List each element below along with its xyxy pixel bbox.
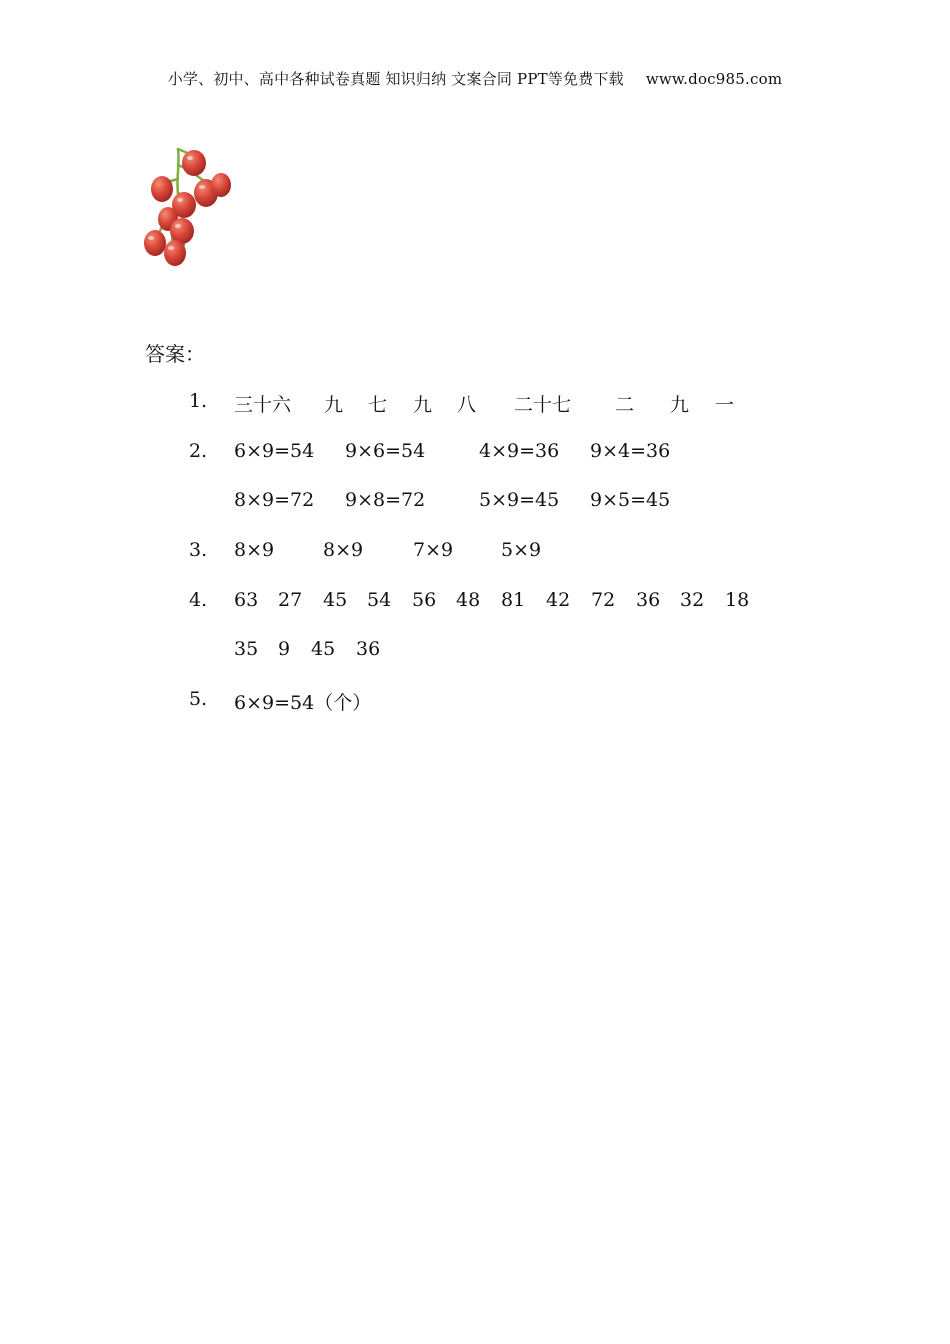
answer-title: 答案： <box>145 342 205 366</box>
question-number: 4. <box>189 589 208 611</box>
answer-item: 9×8=72 <box>345 489 426 511</box>
answer-item: 42 <box>546 589 571 611</box>
header-site: www.doc985.com <box>645 70 783 88</box>
answer-item: 6×9=54（个） <box>234 692 372 714</box>
answer-item: 7×9 <box>413 539 454 561</box>
answer-item: 36 <box>636 589 661 611</box>
cherry-tomato-bunch-icon <box>138 145 238 273</box>
question-number: 3. <box>189 539 208 561</box>
answer-item: 81 <box>501 589 526 611</box>
answer-item: 35 <box>234 638 259 660</box>
answer-item: 56 <box>412 589 437 611</box>
answer-item: 三十六 <box>234 394 292 416</box>
answer-item: 8×9=72 <box>234 489 315 511</box>
answer-item: 七 <box>368 394 388 416</box>
question-number: 2. <box>189 440 208 462</box>
answer-item: 9×4=36 <box>590 440 671 462</box>
answer-item: 63 <box>234 589 259 611</box>
page-header <box>0 68 950 89</box>
answer-item: 72 <box>591 589 616 611</box>
answer-item: 八 <box>457 394 477 416</box>
answer-item: 45 <box>311 638 336 660</box>
answer-item: 8×9 <box>234 539 275 561</box>
answer-item: 9×6=54 <box>345 440 426 462</box>
answer-item: 9×5=45 <box>590 489 671 511</box>
answer-item: 6×9=54 <box>234 440 315 462</box>
question-number: 1. <box>189 390 208 412</box>
answer-item: 二 <box>615 394 635 416</box>
answer-item: 32 <box>680 589 705 611</box>
answer-item: 九 <box>670 394 690 416</box>
answer-item: 8×9 <box>323 539 364 561</box>
answer-item: 45 <box>323 589 348 611</box>
answer-item: 18 <box>725 589 750 611</box>
answer-item: 一 <box>715 394 735 416</box>
answer-item: 5×9 <box>501 539 542 561</box>
answer-item: 5×9=45 <box>479 489 560 511</box>
answer-item: 4×9=36 <box>479 440 560 462</box>
question-number: 5. <box>189 688 208 710</box>
answer-item: 54 <box>367 589 392 611</box>
answer-item: 二十七 <box>514 394 572 416</box>
answer-item: 48 <box>456 589 481 611</box>
header-text: 小学、初中、高中各种试卷真题 知识归纳 文案合同 PPT等免费下载 <box>167 70 624 88</box>
answer-item: 27 <box>278 589 303 611</box>
answer-item: 36 <box>356 638 381 660</box>
answer-item: 9 <box>278 638 291 660</box>
answer-item: 九 <box>324 394 344 416</box>
answer-item: 九 <box>413 394 433 416</box>
